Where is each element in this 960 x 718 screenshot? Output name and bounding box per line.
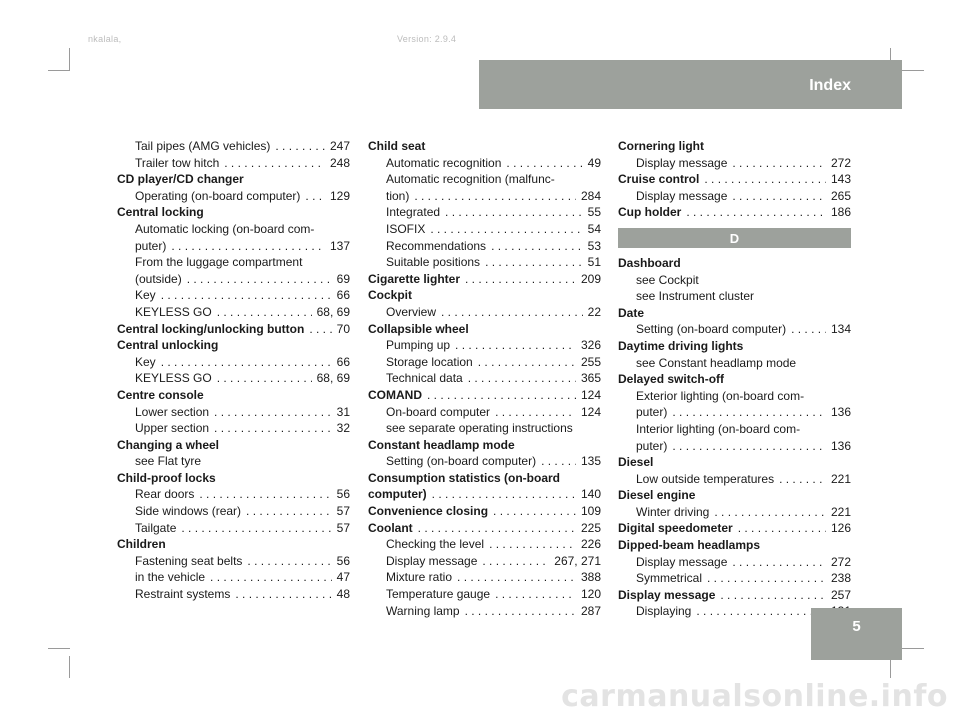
page-reference: 287 (580, 603, 601, 618)
index-subentry-term: Restraint systems (135, 587, 231, 602)
dot-leader (414, 188, 576, 205)
dot-leader (247, 553, 331, 570)
dot-leader (210, 569, 332, 586)
index-entry-term: Coolant (368, 520, 413, 535)
page-reference: 248 (329, 155, 350, 170)
index-subentry (117, 370, 350, 387)
page-reference: 124 (580, 387, 601, 402)
index-entry-term: Digital speedometer (618, 521, 733, 536)
index-subentry-term: ISOFIX (386, 221, 426, 236)
index-entry-term: Child seat (368, 139, 426, 153)
index-entry-term: Cruise control (618, 172, 700, 187)
dot-leader (217, 370, 312, 387)
page-reference: 56 (336, 487, 350, 502)
dot-leader (171, 238, 325, 255)
index-entry (117, 337, 350, 354)
page-reference: 136 (830, 405, 851, 420)
page-reference: 66 (336, 354, 350, 369)
index-subentry-term: Automatic locking (on-board com- (135, 221, 315, 236)
page-reference: 31 (336, 404, 350, 419)
index-subentry (618, 388, 851, 405)
index-subentry (368, 188, 601, 205)
index-subentry-term: see Cockpit (636, 272, 699, 287)
index-subentry (117, 486, 350, 503)
dot-leader (427, 387, 576, 404)
index-entry (618, 454, 851, 471)
page-reference: 221 (830, 471, 851, 486)
index-subentry (368, 238, 601, 255)
index-subentry-term: tion) (386, 188, 410, 203)
page-number: 5 (852, 618, 861, 635)
dot-leader (224, 155, 325, 172)
page-reference: 135 (580, 454, 601, 469)
index-subentry-term: Lower section (135, 404, 210, 419)
index-subentry (368, 603, 601, 620)
dot-leader (720, 587, 826, 604)
index-subentry-term: On-board computer (386, 404, 491, 419)
index-subentry (117, 287, 350, 304)
index-subentry-term: KEYLESS GO (135, 304, 212, 319)
page-reference: 57 (336, 504, 350, 519)
index-entry (368, 138, 601, 155)
index-subentry (117, 221, 350, 238)
index-entry-term: Cup holder (618, 205, 682, 220)
page-reference: 284 (580, 188, 601, 203)
page-reference: 186 (830, 205, 851, 220)
dot-leader (445, 204, 583, 221)
dot-leader (732, 554, 826, 571)
index-subentry-term: see separate operating instructions (386, 421, 573, 436)
index-subentry (618, 471, 851, 488)
dot-leader (214, 420, 332, 437)
dot-leader (235, 586, 331, 603)
page-reference: 56 (336, 553, 350, 568)
index-entry-term: Cigarette lighter (368, 271, 461, 286)
page-reference: 143 (830, 172, 851, 187)
index-subentry-term: Overview (386, 304, 437, 319)
index-entry-term: Dashboard (618, 255, 681, 270)
index-subentry-term: Recommendations (386, 238, 487, 253)
index-subentry (618, 288, 851, 305)
index-entry (368, 387, 601, 404)
page-reference: 66 (336, 288, 350, 303)
page-reference: 267, 271 (554, 553, 601, 568)
index-subentry (368, 536, 601, 553)
dot-leader (305, 188, 325, 205)
index-entry (618, 305, 851, 322)
page-reference: 272 (830, 155, 851, 170)
dot-leader (482, 553, 549, 570)
index-entry (618, 171, 851, 188)
index-subentry-term: Side windows (rear) (135, 504, 242, 519)
dot-leader (491, 238, 583, 255)
page-reference: 225 (580, 520, 601, 535)
index-subentry (117, 238, 350, 255)
index-subentry (368, 569, 601, 586)
page-reference: 109 (580, 504, 601, 519)
page-reference: 68, 69 (316, 371, 350, 386)
index-tab-label: Index (809, 77, 851, 94)
page-reference: 120 (580, 587, 601, 602)
page-reference: 137 (329, 238, 350, 253)
index-subentry (117, 503, 350, 520)
watermark: carmanualsonline.info (561, 679, 948, 714)
index-subentry (618, 272, 851, 289)
index-entry-term: Cockpit (368, 288, 413, 303)
page-reference: 209 (580, 271, 601, 286)
dot-leader (161, 287, 332, 304)
page-reference: 124 (580, 404, 601, 419)
dot-leader (275, 138, 325, 155)
dot-leader (309, 321, 331, 338)
index-subentry-term: Symmetrical (636, 571, 703, 586)
index-subentry-term: Upper section (135, 421, 210, 436)
index-entry (368, 486, 601, 503)
index-entry-term: Central locking (117, 205, 204, 220)
index-entry (368, 437, 601, 454)
index-subentry-term: puter) (636, 405, 668, 420)
index-subentry (618, 421, 851, 438)
dot-leader (455, 337, 576, 354)
index-subentry (117, 420, 350, 437)
index-entry-term: Changing a wheel (117, 437, 220, 452)
dot-leader (485, 254, 583, 271)
page-reference: 57 (336, 520, 350, 535)
crop-mark (48, 648, 70, 649)
dot-leader (432, 486, 576, 503)
index-entry (117, 536, 350, 553)
dot-leader (714, 504, 826, 521)
index-subentry-term: Automatic recognition (386, 155, 502, 170)
index-subentry (618, 554, 851, 571)
page-reference: 51 (587, 255, 601, 270)
index-subentry-term: Low outside temperatures (636, 471, 775, 486)
index-subentry-term: Key (135, 288, 156, 303)
dot-leader (468, 370, 576, 387)
page-reference: 69 (336, 271, 350, 286)
dot-leader (457, 569, 576, 586)
index-subentry-term: Temperature gauge (386, 587, 491, 602)
index-subentry-term: Storage location (386, 354, 473, 369)
page-reference: 365 (580, 371, 601, 386)
index-subentry-term: Displaying (636, 604, 692, 619)
dot-leader (199, 486, 331, 503)
index-entry-term: Date (618, 305, 645, 320)
index-entry (618, 520, 851, 537)
index-subentry (368, 204, 601, 221)
crop-mark (902, 70, 924, 71)
page-reference: 265 (830, 188, 851, 203)
index-subentry (368, 370, 601, 387)
page-reference: 68, 69 (316, 304, 350, 319)
page-reference: 326 (580, 338, 601, 353)
index-column-1 (117, 138, 350, 603)
index-subentry-term: puter) (135, 238, 167, 253)
index-subentry (117, 354, 350, 371)
index-entry-term: Children (117, 537, 166, 552)
index-entry-term: Dipped-beam headlamps (618, 538, 761, 553)
index-column-2 (368, 138, 601, 619)
crop-mark (48, 70, 70, 71)
index-entry (618, 487, 851, 504)
index-subentry-term: see Flat tyre (135, 454, 202, 469)
index-subentry-term: (outside) (135, 271, 182, 286)
dot-leader (217, 304, 312, 321)
crop-mark (902, 648, 924, 649)
index-subentry (117, 453, 350, 470)
index-subentry (368, 586, 601, 603)
index-subentry-term: Display message (636, 155, 728, 170)
dot-leader (495, 404, 576, 421)
index-subentry (368, 404, 601, 421)
index-entry (618, 138, 851, 155)
index-subentry (368, 553, 601, 570)
index-subentry (368, 155, 601, 172)
index-subentry (117, 404, 350, 421)
page-number-tab (811, 608, 902, 660)
dot-leader (672, 438, 826, 455)
dot-leader (465, 603, 576, 620)
page-reference: 48 (336, 587, 350, 602)
index-entry (618, 587, 851, 604)
index-subentry-term: Fastening seat belts (135, 553, 243, 568)
index-subentry (368, 453, 601, 470)
index-entry-term: CD player/CD changer (117, 172, 244, 187)
index-subentry-term: Pumping up (386, 338, 451, 353)
page-reference: 238 (830, 571, 851, 586)
index-subentry-term: Tail pipes (AMG vehicles) (135, 139, 271, 153)
index-subentry (117, 188, 350, 205)
index-subentry-term: see Constant headlamp mode (636, 355, 797, 370)
index-subentry (368, 354, 601, 371)
page-reference: 221 (830, 504, 851, 519)
index-entry (368, 503, 601, 520)
page-reference: 55 (587, 205, 601, 220)
dot-leader (489, 536, 576, 553)
page-reference: 54 (587, 221, 601, 236)
index-letter: D (729, 230, 740, 246)
dot-leader (686, 204, 826, 221)
index-subentry-term: Setting (on-board computer) (636, 322, 787, 337)
dot-leader (181, 520, 331, 537)
dot-leader (161, 354, 332, 371)
page-reference: 47 (336, 570, 350, 585)
index-subentry-term: Integrated (386, 205, 441, 220)
index-entry (368, 520, 601, 537)
page-reference: 134 (830, 322, 851, 337)
dot-leader (246, 503, 332, 520)
dot-leader (541, 453, 576, 470)
dot-leader (791, 321, 826, 338)
index-subentry (117, 155, 350, 172)
index-subentry (618, 188, 851, 205)
page-reference: 126 (830, 521, 851, 536)
dot-leader (493, 503, 576, 520)
dot-leader (779, 471, 826, 488)
dot-leader (495, 586, 576, 603)
index-subentry (618, 438, 851, 455)
index-subentry-term: Key (135, 354, 156, 369)
index-subentry (618, 321, 851, 338)
index-entry (618, 204, 851, 221)
index-subentry (117, 586, 350, 603)
page-reference: 257 (830, 587, 851, 602)
index-subentry (368, 254, 601, 271)
index-entry (368, 287, 601, 304)
index-entry (618, 371, 851, 388)
index-column-3 (618, 138, 851, 620)
dot-leader (672, 404, 826, 421)
index-subentry-term: see Instrument cluster (636, 289, 755, 304)
index-entry (117, 321, 350, 338)
index-entry-term: Centre console (117, 387, 204, 402)
dot-leader (441, 304, 583, 321)
dot-leader (732, 155, 826, 172)
index-entry (117, 470, 350, 487)
index-subentry-term: Tailgate (135, 520, 177, 535)
index-subentry (368, 337, 601, 354)
index-entry-term: COMAND (368, 387, 422, 402)
dot-leader (418, 520, 576, 537)
page-reference: 255 (580, 354, 601, 369)
page-reference: 53 (587, 238, 601, 253)
page-reference: 226 (580, 537, 601, 552)
index-entry-term: Collapsible wheel (368, 321, 469, 336)
index-letter-header (618, 228, 851, 248)
index-subentry-term: From the luggage compartment (135, 255, 303, 270)
index-entry (368, 271, 601, 288)
dot-leader (696, 603, 826, 620)
dot-leader (478, 354, 576, 371)
index-subentry-term: KEYLESS GO (135, 371, 212, 386)
dot-leader (704, 171, 826, 188)
index-subentry-term: Automatic recognition (malfunc- (386, 172, 555, 187)
index-subentry-term: Warning lamp (386, 603, 460, 618)
index-subentry-term: Trailer tow hitch (135, 155, 220, 170)
index-entry-term: Diesel engine (618, 488, 696, 503)
page-reference: 388 (580, 570, 601, 585)
index-entry (117, 437, 350, 454)
index-entry (117, 387, 350, 404)
index-entry-term: Delayed switch-off (618, 372, 725, 387)
index-entry (368, 470, 601, 487)
index-entry (618, 255, 851, 272)
index-entry-term: Display message (618, 587, 716, 602)
index-entry (117, 204, 350, 221)
page-reference: 272 (830, 554, 851, 569)
index-subentry-term: Suitable positions (386, 255, 481, 270)
index-entry-term: Cornering light (618, 139, 704, 153)
index-subentry (368, 171, 601, 188)
index-subentry-term: Winter driving (636, 504, 710, 519)
page-reference: 22 (587, 304, 601, 319)
index-subentry-term: Mixture ratio (386, 570, 453, 585)
crop-mark (69, 48, 70, 70)
index-subentry (117, 138, 350, 155)
index-subentry-term: Interior lighting (on-board com- (636, 421, 801, 436)
index-entry-term: Convenience closing (368, 504, 489, 519)
index-tab (479, 60, 902, 109)
index-subentry-term: Display message (386, 553, 478, 568)
index-subentry (618, 355, 851, 372)
index-entry (618, 338, 851, 355)
index-subentry-term: Display message (636, 188, 728, 203)
index-entry-term: Central locking/unlocking button (117, 321, 305, 336)
index-entry-term: Diesel (618, 455, 654, 470)
dot-leader (738, 520, 826, 537)
index-entry (618, 537, 851, 554)
index-subentry-term: puter) (636, 438, 668, 453)
index-subentry (618, 570, 851, 587)
index-subentry (117, 569, 350, 586)
index-subentry (368, 420, 601, 437)
index-subentry (117, 254, 350, 271)
index-entry-term: Central unlocking (117, 338, 219, 353)
page-reference: 247 (329, 139, 350, 153)
index-subentry-term: Setting (on-board computer) (386, 454, 537, 469)
index-entry-term: Daytime driving lights (618, 338, 744, 353)
dot-leader (430, 221, 582, 238)
index-entry-term: computer) (368, 487, 427, 502)
index-entry (368, 321, 601, 338)
header-version: Version: 2.9.4 (397, 34, 457, 44)
index-subentry-term: Display message (636, 554, 728, 569)
index-subentry-term: Rear doors (135, 487, 195, 502)
page-reference: 136 (830, 438, 851, 453)
index-subentry-term: Technical data (386, 371, 463, 386)
index-subentry (618, 504, 851, 521)
page-reference: 32 (336, 421, 350, 436)
index-subentry (117, 553, 350, 570)
index-subentry-term: Exterior lighting (on-board com- (636, 388, 805, 403)
index-subentry (618, 404, 851, 421)
dot-leader (732, 188, 826, 205)
dot-leader (506, 155, 582, 172)
index-entry-term: Constant headlamp mode (368, 437, 515, 452)
header-user: nkalala, (88, 34, 122, 44)
dot-leader (707, 570, 826, 587)
page-reference: 49 (587, 155, 601, 170)
page-reference: 140 (580, 487, 601, 502)
index-subentry (618, 155, 851, 172)
index-entry-term: Consumption statistics (on-board (368, 470, 560, 485)
index-subentry-term: Operating (on-board computer) (135, 188, 301, 203)
index-entry (117, 171, 350, 188)
index-subentry (368, 304, 601, 321)
index-subentry-term: Checking the level (386, 537, 485, 552)
index-subentry (368, 221, 601, 238)
page-reference: 70 (336, 321, 350, 336)
dot-leader (187, 271, 332, 288)
index-subentry (117, 520, 350, 537)
index-subentry (117, 271, 350, 288)
crop-mark (69, 656, 70, 678)
dot-leader (465, 271, 576, 288)
index-subentry (117, 304, 350, 321)
dot-leader (214, 404, 332, 421)
page-reference: 129 (329, 188, 350, 203)
index-subentry-term: in the vehicle (135, 570, 206, 585)
index-entry-term: Child-proof locks (117, 470, 216, 485)
